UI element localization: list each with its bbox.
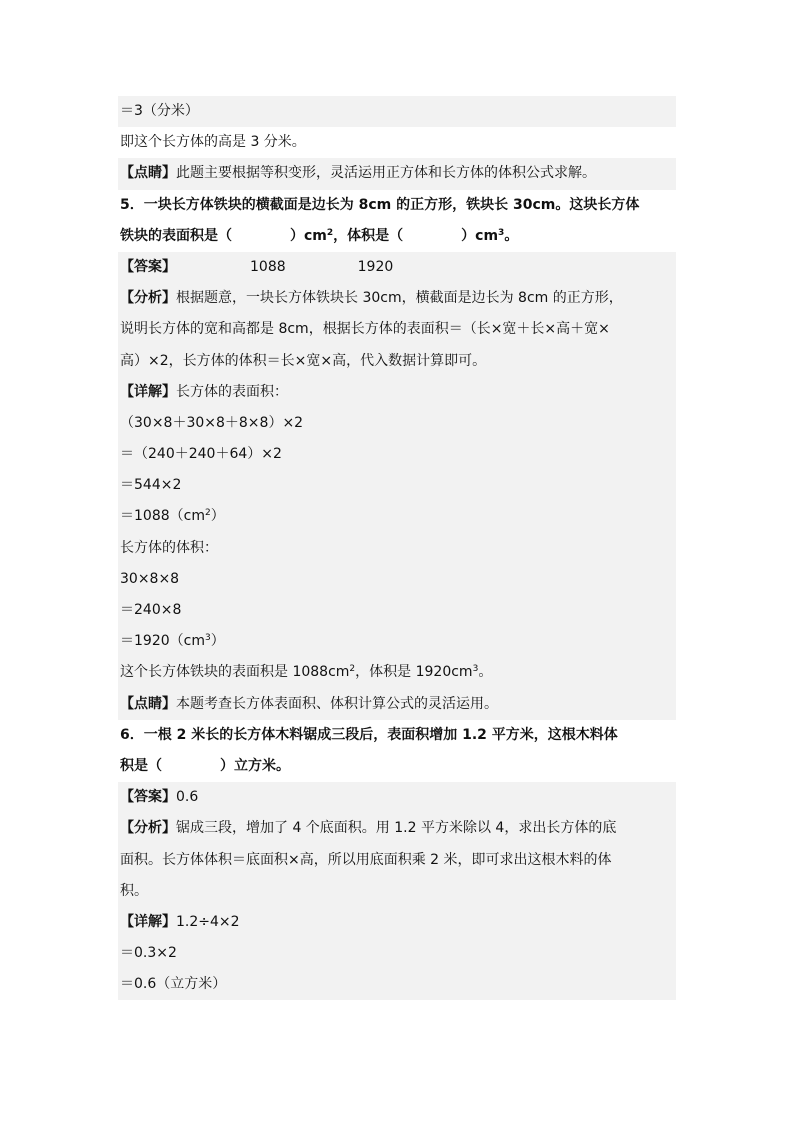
section-label: 【点睛】 xyxy=(120,695,176,712)
section-label: 【详解】 xyxy=(120,913,176,930)
solution-line: 【详解】1.2÷4×2 xyxy=(118,907,676,938)
text-line: 积。 xyxy=(118,876,676,907)
section-label: 【详解】 xyxy=(120,383,176,400)
document-body xyxy=(118,96,676,1000)
section-label: 【答案】 xyxy=(120,789,176,806)
text-line: 说明长方体的宽和高都是 8cm，根据长方体的表面积＝（长×宽＋长×高＋宽× xyxy=(118,314,676,345)
equation-line: ＝240×8 xyxy=(118,595,676,626)
question-6-stem: 6．一根 2 米长的长方体木料锯成三段后，表面积增加 1.2 平方米，这根木料体 xyxy=(118,720,676,751)
equation-line: ＝0.3×2 xyxy=(118,938,676,969)
section-label: 【答案】 xyxy=(120,258,176,275)
equation-line: ＝0.6（立方米） xyxy=(118,969,676,1000)
answer-value: 1920 xyxy=(357,258,394,275)
question-5-blanks: 铁块的表面积是（ ）$cm^2$，体积是（ ）$cm^3$。 xyxy=(118,221,676,252)
section-label: 【分析】 xyxy=(120,290,176,307)
question-6-blanks: 积是（ ）立方米。 xyxy=(118,751,676,782)
equation-line: ＝544×2 xyxy=(118,470,676,501)
question-5-stem: 5．一块长方体铁块的横截面是边长为 8cm 的正方形，铁块长 30cm。这块长方体 xyxy=(118,190,676,221)
answer-line xyxy=(118,782,676,813)
section-label: 【点睛】 xyxy=(120,165,176,182)
text-line: 即这个长方体的高是 3 分米。 xyxy=(118,127,676,158)
analysis-line: 【分析】根据题意，一块长方体铁块长 30cm，横截面是边长为 8cm 的正方形， xyxy=(118,283,676,314)
tip-line: 【点睛】本题考查长方体表面积、体积计算公式的灵活运用。 xyxy=(118,689,676,720)
equation-line: $=1088(cm^2)$ xyxy=(118,501,676,532)
equation-line: （30×8＋30×8＋8×8）×2 xyxy=(118,408,676,439)
tip-line: 【点睛】此题主要根据等积变形，灵活运用正方体和长方体的体积公式求解。 xyxy=(118,158,676,189)
conclusion-line: 这个长方体铁块的表面积是 $1088cm^2$，体积是 $1920cm^3$。 xyxy=(118,657,676,688)
text-line: 高）×2，长方体的体积＝长×宽×高，代入数据计算即可。 xyxy=(118,346,676,377)
equation-line: $=1920(cm^3)$ xyxy=(118,626,676,657)
equation-line: ＝（240＋240＋64）×2 xyxy=(118,439,676,470)
equation-line: 30×8×8 xyxy=(118,564,676,595)
analysis-line: 【分析】锯成三段，增加了 4 个底面积。用 1.2 平方米除以 4，求出长方体的底 xyxy=(118,813,676,844)
answer-value: 1088 xyxy=(250,258,286,275)
answer-value: 0.6 xyxy=(176,789,199,806)
text-line: 长方体的体积： xyxy=(118,533,676,564)
section-label: 【分析】 xyxy=(120,820,176,837)
answer-line xyxy=(118,252,676,283)
text-line: 面积。长方体体积＝底面积×高，所以用底面积乘 2 米，即可求出这根木料的体 xyxy=(118,845,676,876)
text-line: ＝3（分米） xyxy=(118,96,676,127)
solution-line: 【详解】长方体的表面积： xyxy=(118,377,676,408)
